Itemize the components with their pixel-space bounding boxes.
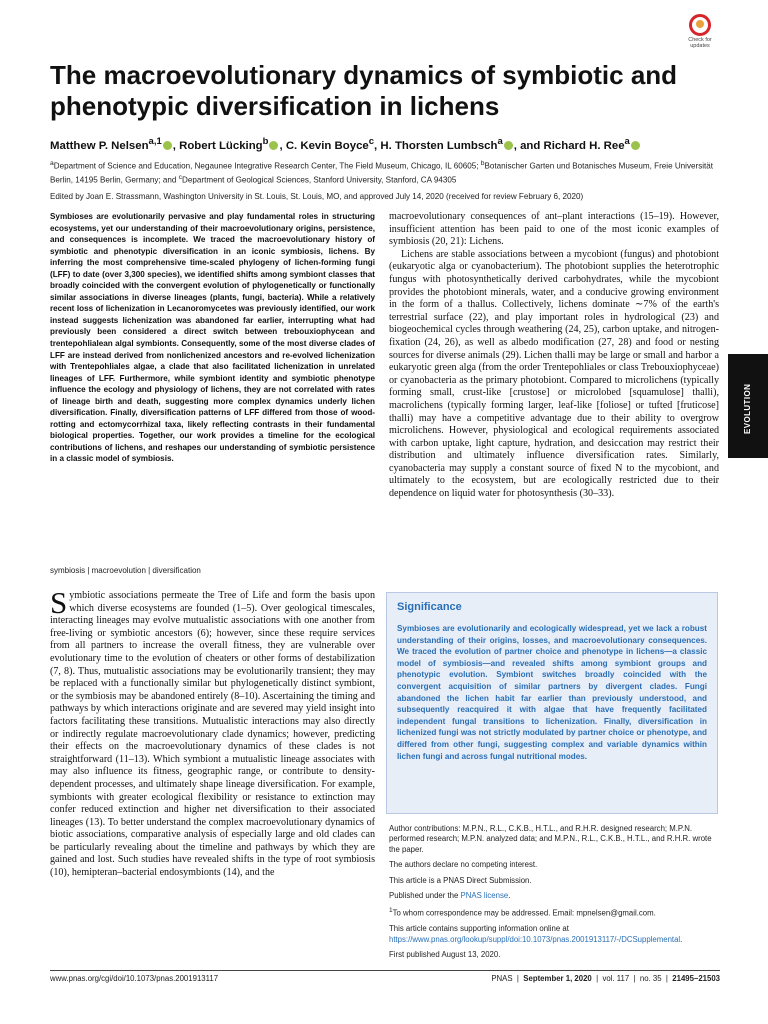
license-link[interactable]: PNAS license — [460, 891, 509, 901]
article-notes — [389, 824, 719, 966]
author-affil-sup: a,1 — [148, 136, 162, 147]
competing-interest: The authors declare no competing interest. — [389, 860, 538, 870]
badge-label-2: updates — [690, 43, 710, 49]
footer-volume: vol. 117 — [602, 974, 630, 983]
footer-journal: PNAS — [491, 974, 513, 983]
significance-box — [386, 592, 718, 814]
abstract: Symbioses are evolutionarily pervasive and play fundamental roles in structuring ecosystems, yet our understanding of their macroevolutionary origins, persistence, and consequences is incomplete. We traced the macroevolutionary history of symbiotic and phenotypic diversification in an iconic symbiosis, lichens. By inferring the most comprehensive time-scaled phylogeny of lichen-forming fungi (LFF) to date (over 3,300 species), we identified shifts among symbiont classes that broadly coincided with the convergent evolution of phylogenetically or functionally similar associations in diverse lineages (plants, fungi, bacteria). While a relatively recent loss of lichenization in Lecanoromycetes was previously identified, our work instead suggests lichenization was abandoned far earlier, interrupting what had previously been considered a direct switch between trebouxiophycean and trentepohlialean algal symbionts. Consequently, some of the most diverse clades of LFF are instead derived from nonlichenized ancestors and re-evolved lichenization with Trentepohliales algae, a clade that also facilitated lichenization in unrelated lineages of LFF. Furthermore, while symbiont identity and symbiotic phenotype influence the ecology and physiology of lichens, they are not correlated with rates of lineage birth and death, suggesting more complex dynamics underly lichen diversification. Finally, diversification patterns of LFF differed from those of wood-rotting and ectomycorrhizal taxa, likely reflecting contrasts in their fundamental biological properties. Together, our work provides a timeline for the ecological contributions of lichens, and reshapes our understanding of symbiotic persistence in a classic model of symbiosis. — [50, 212, 375, 464]
orcid-icon[interactable] — [504, 141, 513, 150]
footer-doi: www.pnas.org/cgi/doi/10.1073/pnas.2001913117 — [50, 974, 219, 983]
orcid-icon[interactable] — [269, 141, 278, 150]
first-published: First published August 13, 2020. — [389, 950, 501, 960]
badge-label-1: Check for — [688, 37, 712, 43]
orcid-icon[interactable] — [631, 141, 640, 150]
author-contributions: Author contributions: M.P.N., R.L., C.K.B., H.T.L., and R.H.R. designed research; M.P.N. performed research; M.P.N. analyzed data; and M.P.N., R.L., C.K.B., H.T.L., and R.H.R. wrote the paper. — [389, 824, 712, 854]
orcid-icon[interactable] — [163, 141, 172, 150]
footer-pages: 21495–21503 — [672, 974, 720, 983]
intro-body — [50, 585, 375, 880]
check-updates-icon — [689, 14, 711, 36]
footer-divider — [50, 970, 720, 971]
footer-date: September 1, 2020 — [523, 974, 592, 983]
author-name: Richard H. Ree — [543, 139, 625, 152]
footer-number: no. 35 — [639, 974, 662, 983]
author-list: Matthew P. Nelsen$^{a,1}$ , Robert Lücking$^b$ , C. Kevin Boyce$^c$, H. Thorsten Lumbsch$^a$ , and Richard H. Ree$^a$ — [50, 136, 730, 152]
intro-text: ymbiotic associations permeate the Tree of Life and form the basis upon which diverse ecosystems are founded (1–5). Over geological timescales, interacting lineages may evolve mutualistic associations with one another from free-living or symbiotic ancestors (6); however, since these require services from all partners to increase the overall fitness, they are vulnerable over evolutionary time to the evolution of cheaters or other forms of destabilization (7, 8). Thus, mutualistic associations may be evolutionarily transient; they may be replaced with a functionally similar but phylogenetically distinct symbiont, or the symbiosis may be abandoned entirely (8–10). Ascertaining the timing and pathways by which interactions originate and are severed may yield insight into factors facilitating these transitions. Mutualistic interactions may also directly or indirectly regulate macroevolutionary clade dynamics; however, predicting their effects on the macroevolutionary dynamics of these clades is not straightforward (11–13). Which symbiont a mutualistic lineage associates with may also influence its fitness, geographic range, or contribute to density-dependent processes, and ultimately shape lineage diversification. For example, symbionts with greater ecological flexibility or resistance to extinction may confer reduced extinction and higher net diversification to their associated lineages (13). To better understand the complex macroevolutionary dynamics of biotic associations, comparative analysis of especially large and old clades can be particularly revealing about the timeline and pathways by which they are gained and lost. Such studies have revealed shifts in the type of root symbiosis (10), hemipteran–bacterial endosymbionts (14), and the — [50, 590, 375, 879]
author-affil-sup: c — [368, 136, 375, 147]
author-name: H. Thorsten Lumbsch — [380, 139, 498, 152]
author-affil-sup: a — [624, 136, 630, 147]
drop-cap: S — [50, 585, 68, 620]
correspondence: $^1$To whom correspondence may be addressed. Email: mpnelsen@gmail.com. — [389, 907, 656, 919]
article-title: The macroevolutionary dynamics of symbiotic and phenotypic diversification in lichens — [50, 60, 678, 121]
author-affil-sup: b — [262, 136, 269, 147]
author-affil-sup: a — [497, 136, 503, 147]
affiliations: $^a$Department of Science and Education, Negaunee Integrative Research Center, The Field Museum, Chicago, IL 60605; $^b$Botanischer Garten und Botanisches Museum, Freie Universität Berlin, 14195 Berlin, Germany; and $^c$Department of Geological Sciences, Stanford University, Stanford, CA 94305 — [50, 160, 714, 185]
significance-text: Symbioses are evolutionarily and ecologically widespread, yet we lack a robust understanding of their origins, losses, and macroevolutionary consequences. We traced the evolution of partner choice and phenotype in lichens—a classic model of symbiosis—and revealed shifts among symbiont groups and phenotypic evolution. Symbiont switches broadly coincided with the convergent acquisition of similar partners by divergent clades. Fungi abandoned the lichen habit far earlier than previously understood, and subsequently reacquired it with algae that have frequently facilitated independent fungal transitions to lichenization. Finally, diversification in lichenized fungi was not strictly modulated by partner choice or phenotype, and differed from other fungi, suggesting complex and variable dynamics within lichen fungi and across fungal nutritional modes. — [397, 624, 707, 761]
footer-citation: PNAS | September 1, 2020 | vol. 117 | no. 35 | 21495–21503 — [491, 974, 720, 983]
body-paragraph: Lichens are stable associations between a mycobiont (fungus) and photobiont (eukaryotic alga or cyanobacterium). The photobiont supplies the heterotrophic fungus with photosynthetically derived carbohydrates, while the mycobiont provides the photobiont minerals, water, and a conducive growing environment in the form of a thallus. Collectively, lichens dominate ∼7% of the earth's terrestrial surface (22), and play important roles in hydrological (23) and biogeochemical cycles through weathering (24, 25), carbon uptake, and nitrogen-fixation (24, 26), as well as albedo modification (27, 28) and food or nesting sources for diverse animals (29). Lichen thalli may be large or small and harbor a eukaryotic green alga (from the order Trentepohliales or class Trebouxiophyceae) or cyanobacteria as the primary photobiont. Compared to microlichens (typically forming small, crust-like [crustose] or microlobed [squamulose] thalli), macrolichens (typically forming larger, leaf-like [foliose] or tufted [fruticose] thalli) may have a competitive advantage due to their ability to overgrow microlichens. However, physiological and ecological requirements associated with carbon uptake, light capture, hydration, and desiccation may restrict their distribution and ultimately influence diversification rates. Similarly, cyanobacteria may supply a constant source of fixed N to the mycobiont, and ultimately to the ecosystem, but are ecologically restricted due to their dependence on liquid water for photosynthesis (30–33). — [389, 248, 719, 500]
author-name: Matthew P. Nelsen — [50, 139, 149, 152]
body-paragraph: macroevolutionary consequences of ant–plant interactions (15–19). However, insufficient attention has been paid to one of the most iconic examples of symbiosis (20, 21): Lichens. — [389, 211, 719, 248]
right-column-body — [389, 211, 719, 501]
author-name: C. Kevin Boyce — [285, 139, 369, 152]
section-tab — [728, 354, 768, 458]
supplemental-link[interactable]: https://www.pnas.org/lookup/suppl/doi:10.1073/pnas.2001913117/-/DCSupplemental — [389, 934, 681, 944]
keywords: symbiosis | macroevolution | diversification — [50, 566, 201, 575]
license-note: Published under the PNAS license. — [389, 891, 511, 901]
direct-submission: This article is a PNAS Direct Submission. — [389, 875, 532, 885]
significance-title: Significance — [397, 601, 462, 613]
section-tab-label: EVOLUTION — [743, 383, 752, 434]
supplemental-note: This article contains supporting information online at https://www.pnas.org/lookup/suppl/doi:10.1073/pnas.2001913117/-/DCSupplemental. — [389, 924, 683, 944]
author-name: Robert Lücking — [179, 139, 263, 152]
edited-by: Edited by Joan E. Strassmann, Washington University in St. Louis, St. Louis, MO, and approved July 14, 2020 (received for review February 6, 2020) — [50, 192, 584, 201]
check-for-updates-badge[interactable] — [680, 14, 720, 54]
